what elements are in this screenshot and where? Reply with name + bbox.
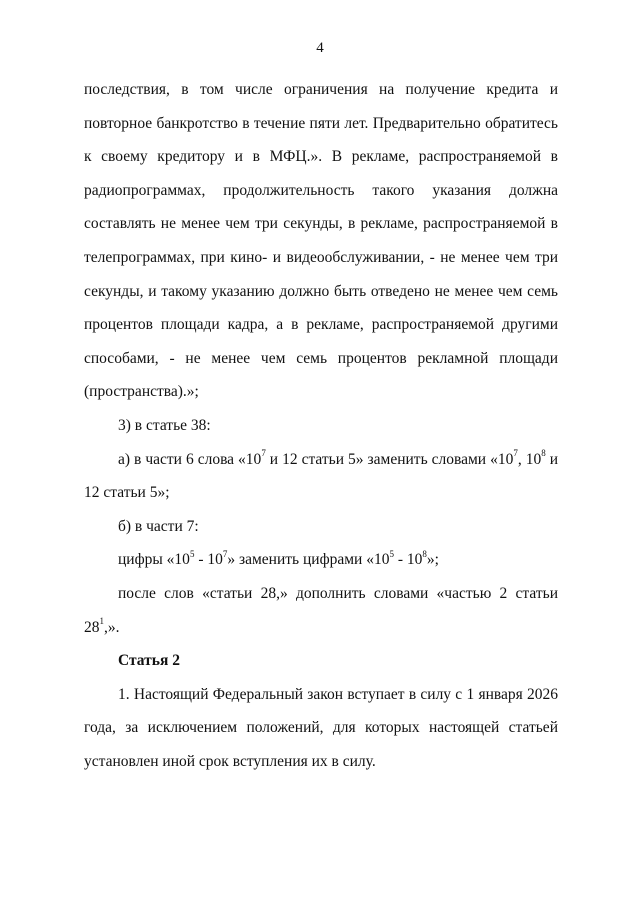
exponent: 8	[541, 448, 546, 459]
exponent: 7	[222, 549, 228, 560]
item-b-part-7: б) в части 7:	[118, 517, 199, 535]
exponent: 1	[99, 616, 104, 627]
exponent: 7	[261, 448, 266, 459]
item-3-article-38: 3) в статье 38:	[118, 416, 211, 434]
page-number: 4	[316, 40, 324, 56]
text-run: после слов «статьи 28,» дополнить словами «частью 2 статьи 28	[84, 584, 558, 636]
text-run: ,».	[104, 618, 120, 636]
paragraph-continuation: последствия, в том числе ограничения на получение кредита и повторное банкротство в течение пяти лет. Предварительно обратитесь к своему кредитору и в МФЦ.». В рекламе, распространяемой в радиопрограммах, продолжительность такого указания должна составлять не менее чем три секунды, в рекламе, распространяемой в телепрограммах, при кино- и видеообслуживании, - не менее чем три секунды, и такому указанию должно быть отведено не менее чем семь процентов площади кадра, а в рекламе, распространяемой другими способами, - не менее чем семь процентов рекламной площади (пространства).»;	[84, 81, 558, 401]
digits-replacement	[84, 543, 558, 577]
text-run: - 10	[393, 551, 423, 569]
text-run: и 12 статьи 5» заменить словами «10	[265, 450, 514, 468]
text-run: цифры «10	[118, 551, 190, 569]
text-run: - 10	[194, 551, 223, 569]
document-body	[84, 73, 558, 778]
text-run: а) в части 6 слова «10	[118, 450, 262, 468]
article-heading: Статья 2	[118, 652, 180, 670]
text-run: » заменить цифрами «10	[227, 551, 390, 569]
text-run: , 10	[517, 450, 542, 468]
text-run: и 12 статьи 5»;	[84, 450, 559, 502]
text-run: »;	[426, 551, 439, 569]
words-addition	[84, 577, 558, 644]
exponent: 5	[189, 549, 195, 560]
exponent: 7	[513, 448, 518, 459]
exponent: 8	[422, 549, 427, 560]
article-2-paragraph-1: 1. Настоящий Федеральный закон вступает в силу с 1 января 2026 года, за исключением положений, для которых настоящей статьей установлен иной срок вступления их в силу.	[84, 685, 558, 770]
item-a-part-6	[84, 443, 558, 510]
exponent: 5	[389, 549, 394, 560]
